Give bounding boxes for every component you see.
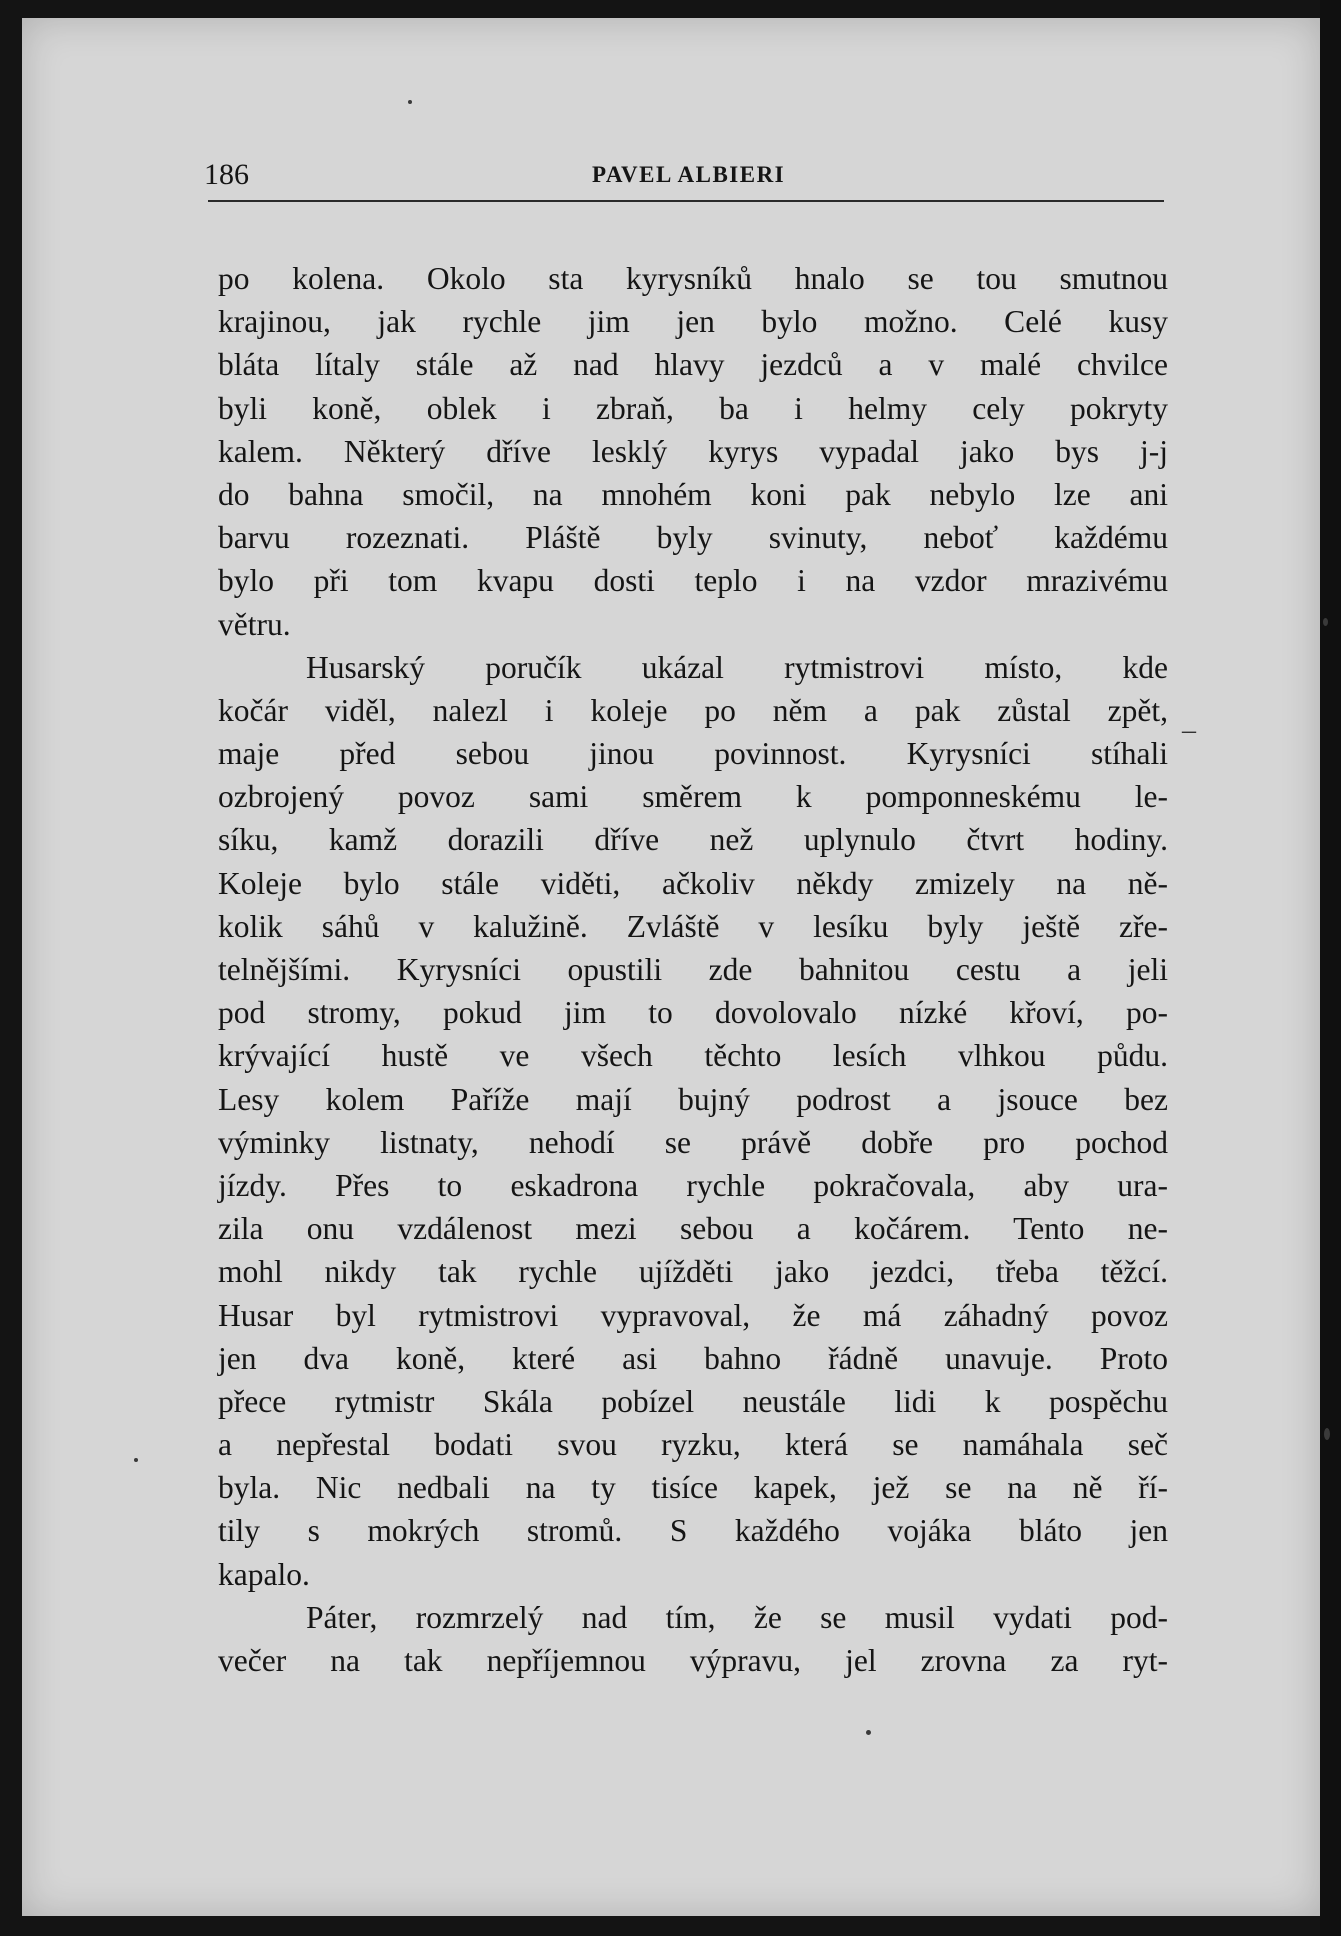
running-head: PAVEL ALBIERI <box>592 162 786 187</box>
text-line: zila onu vzdálenost mezi sebou a kočárem. Tento ne- <box>218 1211 1168 1247</box>
text-line: krývající hustě ve všech těchto lesích vlhkou půdu. <box>218 1038 1168 1074</box>
text-line: ozbrojený povoz sami směrem k pomponneskému le- <box>218 779 1168 815</box>
dust-speck <box>1324 1428 1330 1440</box>
header-rule <box>208 200 1164 202</box>
text-line: byla. Nic nedbali na ty tisíce kapek, jež se na ně ří- <box>218 1470 1168 1506</box>
text-line: větru. <box>218 606 291 642</box>
text-line: Koleje bylo stále viděti, ačkoliv někdy zmizely na ně- <box>218 865 1168 901</box>
text-line: kolik sáhů v kalužině. Zvláště v lesíku byly ještě zře- <box>218 908 1168 944</box>
page-number: 186 <box>204 158 249 191</box>
text-line: výminky listnaty, nehodí se právě dobře pro pochod <box>218 1124 1168 1160</box>
text-line: jízdy. Přes to eskadrona rychle pokračovala, aby ura- <box>218 1167 1168 1203</box>
text-line: kalem. Některý dříve lesklý kyrys vypadal jako bys j-j <box>218 433 1168 469</box>
text-line: přece rytmistr Skála pobízel neustále lidi k pospěchu <box>218 1383 1168 1419</box>
paragraph-start-line: Páter, rozmrzelý nad tím, že se musil vydati pod- <box>306 1599 1168 1635</box>
text-line: byli koně, oblek i zbraň, ba i helmy cely pokryty <box>218 390 1168 426</box>
text-line: barvu rozeznati. Pláště byly svinuty, neboť každému <box>218 520 1168 556</box>
text-line: Lesy kolem Paříže mají bujný podrost a jsouce bez <box>218 1081 1168 1117</box>
dust-speck <box>408 100 412 104</box>
text-line: bylo při tom kvapu dosti teplo i na vzdor mrazivému <box>218 563 1168 599</box>
text-line: kočár viděl, nalezl i koleje po něm a pak zůstal zpět, <box>218 692 1168 728</box>
text-line: večer na tak nepříjemnou výpravu, jel zrovna za ryt- <box>218 1643 1168 1678</box>
text-line: do bahna smočil, na mnohém koni pak nebylo lze ani <box>218 476 1168 512</box>
text-line: tily s mokrých stromů. S každého vojáka bláto jen <box>218 1513 1168 1549</box>
dust-speck <box>134 1458 138 1462</box>
page-header <box>204 156 1164 200</box>
text-line: a nepřestal bodati svou ryzku, která se namáhala seč <box>218 1427 1168 1463</box>
margin-mark: – <box>1182 715 1196 746</box>
text-line: telnějšími. Kyrysníci opustili zde bahnitou cestu a jeli <box>218 952 1168 987</box>
text-line: bláta lítaly stále až nad hlavy jezdců a v malé chvilce <box>218 347 1168 383</box>
text-line: po kolena. Okolo sta kyrysníků hnalo se tou smutnou <box>218 261 1168 296</box>
text-line: maje před sebou jinou povinnost. Kyrysníci stíhali <box>218 736 1168 772</box>
text-line: Husar byl rytmistrovi vypravoval, že má záhadný povoz <box>218 1297 1168 1333</box>
paragraph-start-line: Husarský poručík ukázal rytmistrovi místo, kde <box>306 649 1168 685</box>
dust-speck <box>866 1730 871 1735</box>
body-text <box>218 257 1168 1682</box>
dust-speck <box>1323 618 1328 626</box>
text-line: jen dva koně, které asi bahno řádně unavuje. Proto <box>218 1340 1168 1376</box>
text-line: pod stromy, pokud jim to dovolovalo nízké křoví, po- <box>218 995 1168 1031</box>
text-line: mohl nikdy tak rychle ujížděti jako jezdci, třeba těžcí. <box>218 1254 1168 1290</box>
text-line: síku, kamž dorazili dříve než uplynulo čtvrt hodiny. <box>218 822 1168 858</box>
text-line: kapalo. <box>218 1556 310 1592</box>
text-line: krajinou, jak rychle jim jen bylo možno. Celé kusy <box>218 304 1168 340</box>
scan-edge-shadow <box>1320 0 1341 1936</box>
